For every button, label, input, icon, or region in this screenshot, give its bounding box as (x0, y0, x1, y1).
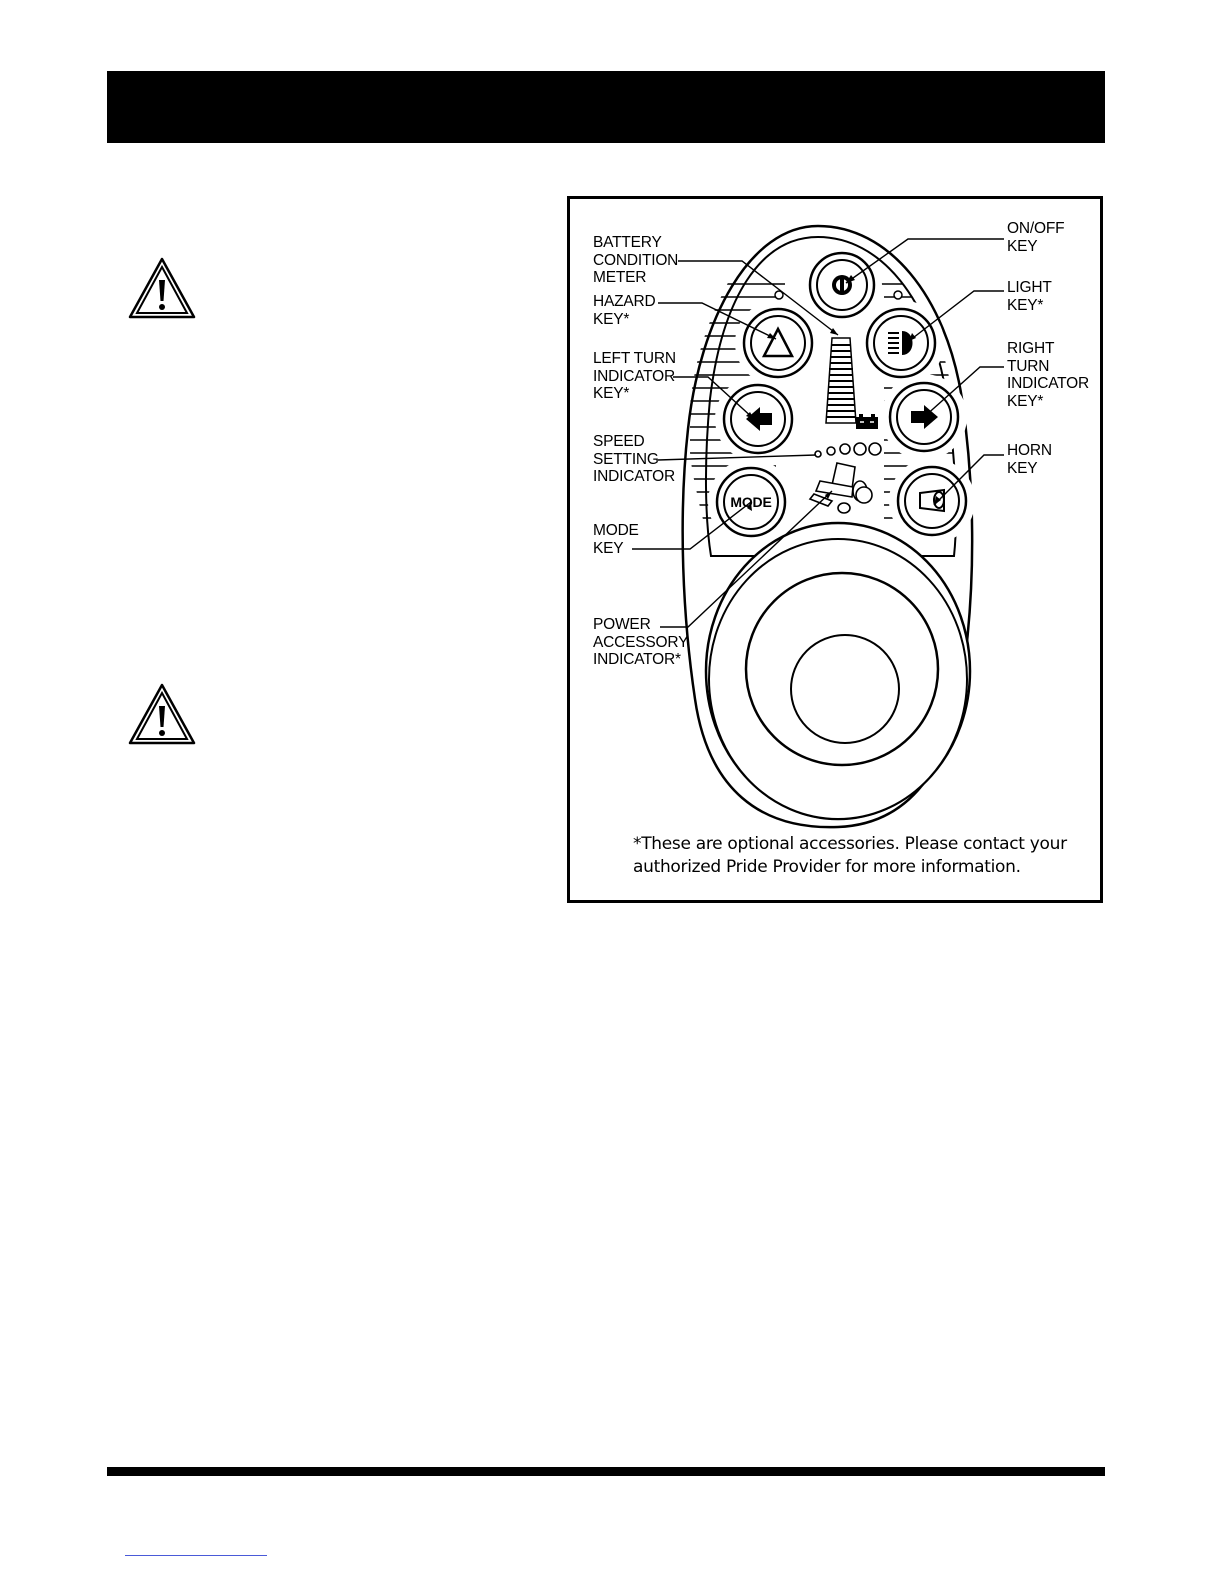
onoff-key[interactable] (810, 253, 874, 317)
label-onoff-key: ON/OFF KEY (1007, 220, 1065, 255)
label-right-turn-indicator-key: RIGHT TURN INDICATOR KEY* (1007, 340, 1090, 410)
joystick[interactable] (706, 523, 970, 819)
controller-diagram-figure (567, 196, 1103, 903)
mode-key-label: MODE (730, 494, 772, 510)
label-battery-condition-meter: BATTERY CONDITION METER (593, 234, 679, 286)
label-speed-setting-indicator: SPEED SETTING INDICATOR (593, 433, 676, 485)
figure-footnote: *These are optional accessories. Please contact your authorized Pride Provider for more information. (633, 834, 1067, 877)
label-horn-key: HORN KEY (1007, 442, 1052, 477)
label-left-turn-indicator-key: LEFT TURN INDICATOR KEY* (593, 350, 676, 402)
light-key[interactable] (867, 309, 935, 377)
bottom-link-underline[interactable] (125, 1555, 267, 1556)
label-mode-key: MODE KEY (593, 522, 639, 557)
label-power-accessory-indicator: POWER ACCESSORY INDICATOR* (593, 616, 689, 668)
label-light-key: LIGHT KEY* (1007, 279, 1052, 314)
label-hazard-key: HAZARD KEY* (593, 293, 656, 328)
warning-triangle-icon (127, 682, 197, 746)
footer-rule (107, 1467, 1105, 1476)
hazard-key[interactable] (744, 309, 812, 377)
power-icon (832, 275, 852, 295)
header-bar (107, 71, 1105, 143)
left-turn-key[interactable] (724, 385, 792, 453)
warning-triangle-icon (127, 256, 197, 320)
horn-key[interactable] (898, 467, 966, 535)
